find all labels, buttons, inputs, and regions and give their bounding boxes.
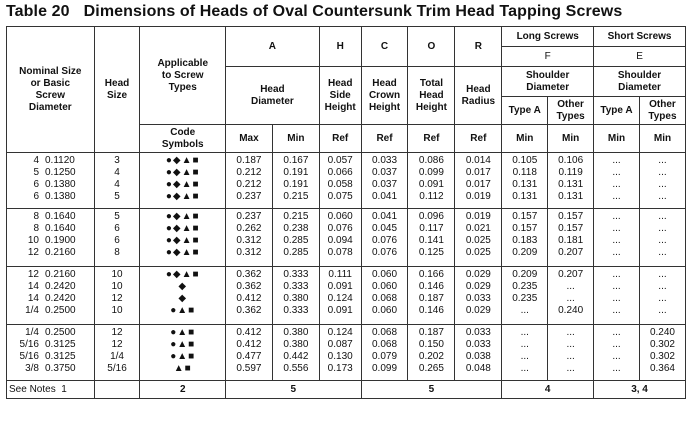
header-head-radius: Head Radius bbox=[455, 67, 502, 125]
notes-row bbox=[7, 381, 686, 399]
table-title-text: Dimensions of Heads of Oval Countersunk Trim Head Tapping Screws bbox=[83, 3, 623, 20]
nominal-size-cell: 8 0.1640 8 0.1640 10 0.1900 12 0.2160 bbox=[7, 209, 95, 267]
header-a-min: Min bbox=[272, 125, 319, 153]
notes-label-cell bbox=[7, 381, 95, 399]
header-short-shoulder-diameter: Shoulder Diameter bbox=[594, 67, 686, 97]
header-c-ref: Ref bbox=[361, 125, 408, 153]
a-min-cell: 0.215 0.238 0.285 0.285 bbox=[272, 209, 319, 267]
h-cell: 0.111 0.091 0.124 0.091 bbox=[319, 267, 361, 325]
header-letter-o: O bbox=[408, 27, 455, 67]
c-cell: 0.033 0.037 0.037 0.041 bbox=[361, 153, 408, 209]
header-letter-e: E bbox=[594, 47, 686, 67]
long-other-cell: 0.207 ... ... 0.240 bbox=[548, 267, 594, 325]
data-group-1 bbox=[7, 153, 686, 209]
header-long-other-types: Other Types bbox=[548, 97, 594, 125]
long-type-a-cell: 0.105 0.118 0.131 0.131 bbox=[502, 153, 548, 209]
o-cell: 0.086 0.099 0.091 0.112 bbox=[408, 153, 455, 209]
o-cell: 0.187 0.150 0.202 0.265 bbox=[408, 325, 455, 381]
code-symbols-cell: ●◆▲■ ●◆▲■ ●◆▲■ ●◆▲■ bbox=[140, 209, 226, 267]
notes-empty-cell bbox=[94, 381, 140, 399]
c-cell: 0.060 0.060 0.068 0.060 bbox=[361, 267, 408, 325]
r-cell: 0.029 0.029 0.033 0.029 bbox=[455, 267, 502, 325]
h-cell: 0.057 0.066 0.058 0.075 bbox=[319, 153, 361, 209]
data-group-4 bbox=[7, 325, 686, 381]
nominal-size-cell: 1/4 0.2500 5/16 0.3125 5/16 0.3125 3/8 0.3750 bbox=[7, 325, 95, 381]
c-cell: 0.041 0.045 0.076 0.076 bbox=[361, 209, 408, 267]
code-symbols-cell: ●▲■ ●▲■ ●▲■ ▲■ bbox=[140, 325, 226, 381]
short-other-cell: ... ... ... ... bbox=[639, 153, 685, 209]
header-total-head-height: Total Head Height bbox=[408, 67, 455, 125]
header-long-screws: Long Screws bbox=[502, 27, 594, 47]
code-symbols-cell: ●◆▲■ ◆ ◆ ●▲■ bbox=[140, 267, 226, 325]
nominal-size-cell: 4 0.1120 5 0.1250 6 0.1380 6 0.1380 bbox=[7, 153, 95, 209]
header-short-a-min: Min bbox=[594, 125, 640, 153]
short-other-cell: ... ... ... ... bbox=[639, 209, 685, 267]
table-number: Table 20 bbox=[6, 3, 70, 20]
code-symbols-cell: ●◆▲■ ●◆▲■ ●◆▲■ ●◆▲■ bbox=[140, 153, 226, 209]
header-nominal-size: Nominal Size or Basic Screw Diameter bbox=[7, 27, 95, 153]
header-letter-a: A bbox=[225, 27, 319, 67]
a-max-cell: 0.187 0.212 0.212 0.237 bbox=[225, 153, 272, 209]
h-cell: 0.124 0.087 0.130 0.173 bbox=[319, 325, 361, 381]
a-max-cell: 0.362 0.362 0.412 0.362 bbox=[225, 267, 272, 325]
note-ref-2: 2 bbox=[140, 381, 226, 399]
header-letter-r: R bbox=[455, 27, 502, 67]
long-type-a-cell: 0.209 0.235 0.235 ... bbox=[502, 267, 548, 325]
o-cell: 0.096 0.117 0.141 0.125 bbox=[408, 209, 455, 267]
h-cell: 0.060 0.076 0.094 0.078 bbox=[319, 209, 361, 267]
short-type-a-cell: ... ... ... ... bbox=[594, 267, 640, 325]
note-ref-4: 4 bbox=[502, 381, 594, 399]
note-ref-5b: 5 bbox=[361, 381, 502, 399]
short-other-cell: 0.240 0.302 0.302 0.364 bbox=[639, 325, 685, 381]
note-ref-3-4: 3, 4 bbox=[594, 381, 686, 399]
r-cell: 0.033 0.033 0.038 0.048 bbox=[455, 325, 502, 381]
header-long-shoulder-diameter: Shoulder Diameter bbox=[502, 67, 594, 97]
header-long-type-a: Type A bbox=[502, 97, 548, 125]
header-short-type-a: Type A bbox=[594, 97, 640, 125]
header-short-screws: Short Screws bbox=[594, 27, 686, 47]
short-type-a-cell: ... ... ... ... bbox=[594, 209, 640, 267]
short-other-cell: ... ... ... ... bbox=[639, 267, 685, 325]
r-cell: 0.014 0.017 0.017 0.019 bbox=[455, 153, 502, 209]
header-long-a-min: Min bbox=[502, 125, 548, 153]
short-type-a-cell: ... ... ... ... bbox=[594, 153, 640, 209]
long-type-a-cell: ... ... ... ... bbox=[502, 325, 548, 381]
header-a-max: Max bbox=[225, 125, 272, 153]
long-other-cell: ... ... ... ... bbox=[548, 325, 594, 381]
data-group-2 bbox=[7, 209, 686, 267]
long-other-cell: 0.157 0.157 0.181 0.207 bbox=[548, 209, 594, 267]
header-letter-c: C bbox=[361, 27, 408, 67]
head-size-cell: 12 12 1/4 5/16 bbox=[94, 325, 140, 381]
a-min-cell: 0.380 0.380 0.442 0.556 bbox=[272, 325, 319, 381]
header-h-ref: Ref bbox=[319, 125, 361, 153]
a-min-cell: 0.167 0.191 0.191 0.215 bbox=[272, 153, 319, 209]
nominal-size-cell: 12 0.2160 14 0.2420 14 0.2420 1/4 0.2500 bbox=[7, 267, 95, 325]
header-o-ref: Ref bbox=[408, 125, 455, 153]
notes-label: See Notes bbox=[9, 383, 56, 395]
head-size-cell: 10 10 12 10 bbox=[94, 267, 140, 325]
header-r-ref: Ref bbox=[455, 125, 502, 153]
r-cell: 0.019 0.021 0.025 0.025 bbox=[455, 209, 502, 267]
header-head-size: Head Size bbox=[94, 27, 140, 153]
a-max-cell: 0.237 0.262 0.312 0.312 bbox=[225, 209, 272, 267]
head-size-cell: 3 4 4 5 bbox=[94, 153, 140, 209]
short-type-a-cell: ... ... ... ... bbox=[594, 325, 640, 381]
o-cell: 0.166 0.146 0.187 0.146 bbox=[408, 267, 455, 325]
header-short-other-types: Other Types bbox=[639, 97, 685, 125]
header-head-diameter: Head Diameter bbox=[225, 67, 319, 125]
long-other-cell: 0.106 0.119 0.131 0.131 bbox=[548, 153, 594, 209]
a-max-cell: 0.412 0.412 0.477 0.597 bbox=[225, 325, 272, 381]
header-long-other-min: Min bbox=[548, 125, 594, 153]
header-applicable-types: Applicable to Screw Types bbox=[140, 27, 226, 125]
header-head-crown-height: Head Crown Height bbox=[361, 67, 408, 125]
header-code-symbols: Code Symbols bbox=[140, 125, 226, 153]
header-head-side-height: Head Side Height bbox=[319, 67, 361, 125]
header-letter-h: H bbox=[319, 27, 361, 67]
c-cell: 0.068 0.068 0.079 0.099 bbox=[361, 325, 408, 381]
table-title bbox=[6, 3, 686, 25]
a-min-cell: 0.333 0.333 0.380 0.333 bbox=[272, 267, 319, 325]
head-size-cell: 5 6 6 8 bbox=[94, 209, 140, 267]
note-ref-5a: 5 bbox=[225, 381, 361, 399]
note-ref-1: 1 bbox=[61, 383, 67, 395]
long-type-a-cell: 0.157 0.157 0.183 0.209 bbox=[502, 209, 548, 267]
header-short-other-min: Min bbox=[639, 125, 685, 153]
header-letter-f: F bbox=[502, 47, 594, 67]
data-group-3 bbox=[7, 267, 686, 325]
dimensions-table bbox=[6, 26, 686, 399]
